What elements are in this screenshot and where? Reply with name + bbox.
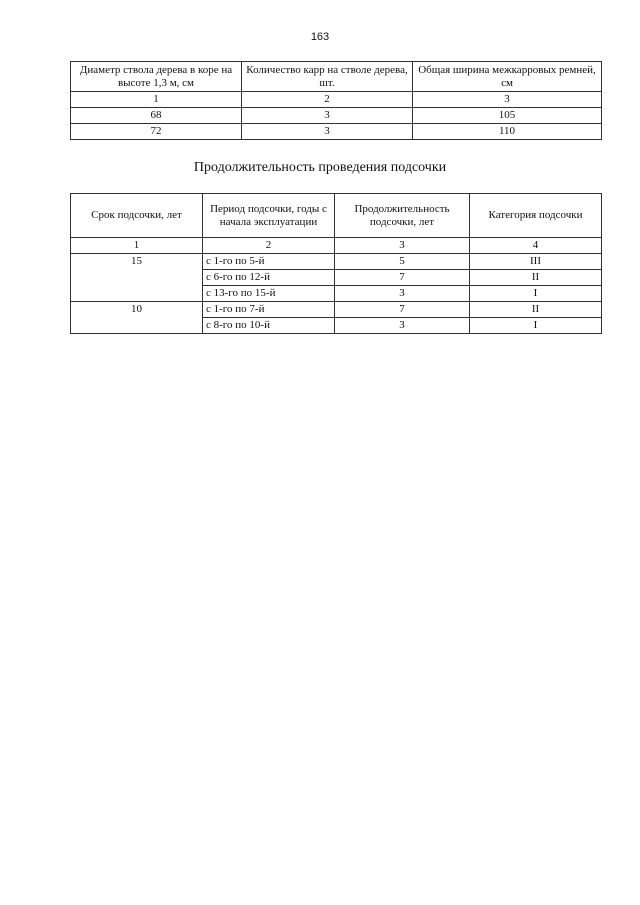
column-header: Продолжительность подсочки, лет [335,194,470,238]
table-cell: 2 [242,92,413,108]
table-header-row [71,62,602,92]
tree-diameter-table [70,61,602,140]
table-row [71,302,602,318]
category-cell: I [470,318,602,334]
table-cell: 72 [71,124,242,140]
period-cell: с 6-го по 12-й [203,270,335,286]
table-cell: 1 [71,238,203,254]
column-header: Срок подсочки, лет [71,194,203,238]
page-number: 163 [310,31,330,43]
table-row [71,124,602,140]
period-cell: с 13-го по 15-й [203,286,335,302]
column-header: Количество карр на стволе дерева, шт. [242,62,413,92]
table-cell: 2 [203,238,335,254]
tapping-duration-table [70,193,602,334]
duration-cell: 7 [335,302,470,318]
section-title: Продолжительность проведения подсочки [193,160,447,175]
table-cell: 3 [413,92,602,108]
table-cell: 105 [413,108,602,124]
table-row [71,108,602,124]
table-cell: 4 [470,238,602,254]
term-cell: 15 [71,254,203,302]
duration-cell: 3 [335,318,470,334]
table-cell: 3 [242,108,413,124]
table-cell: 3 [242,124,413,140]
column-header: Диаметр ствола дерева в коре на высоте 1,3 м, см [71,62,242,92]
table-header-row [71,194,602,238]
column-header: Общая ширина межкарровых ремней, см [413,62,602,92]
duration-cell: 3 [335,286,470,302]
table-row [71,254,602,270]
period-cell: с 8-го по 10-й [203,318,335,334]
category-cell: I [470,286,602,302]
column-header: Категория подсочки [470,194,602,238]
column-header: Период подсочки, годы с начала эксплуатации [203,194,335,238]
period-cell: с 1-го по 7-й [203,302,335,318]
table-cell: 1 [71,92,242,108]
column-numbering-row [71,238,602,254]
table-row [71,92,602,108]
category-cell: II [470,302,602,318]
table-cell: 68 [71,108,242,124]
duration-cell: 7 [335,270,470,286]
table-cell: 3 [335,238,470,254]
table-cell: 110 [413,124,602,140]
category-cell: II [470,270,602,286]
duration-cell: 5 [335,254,470,270]
category-cell: III [470,254,602,270]
term-cell: 10 [71,302,203,334]
period-cell: с 1-го по 5-й [203,254,335,270]
